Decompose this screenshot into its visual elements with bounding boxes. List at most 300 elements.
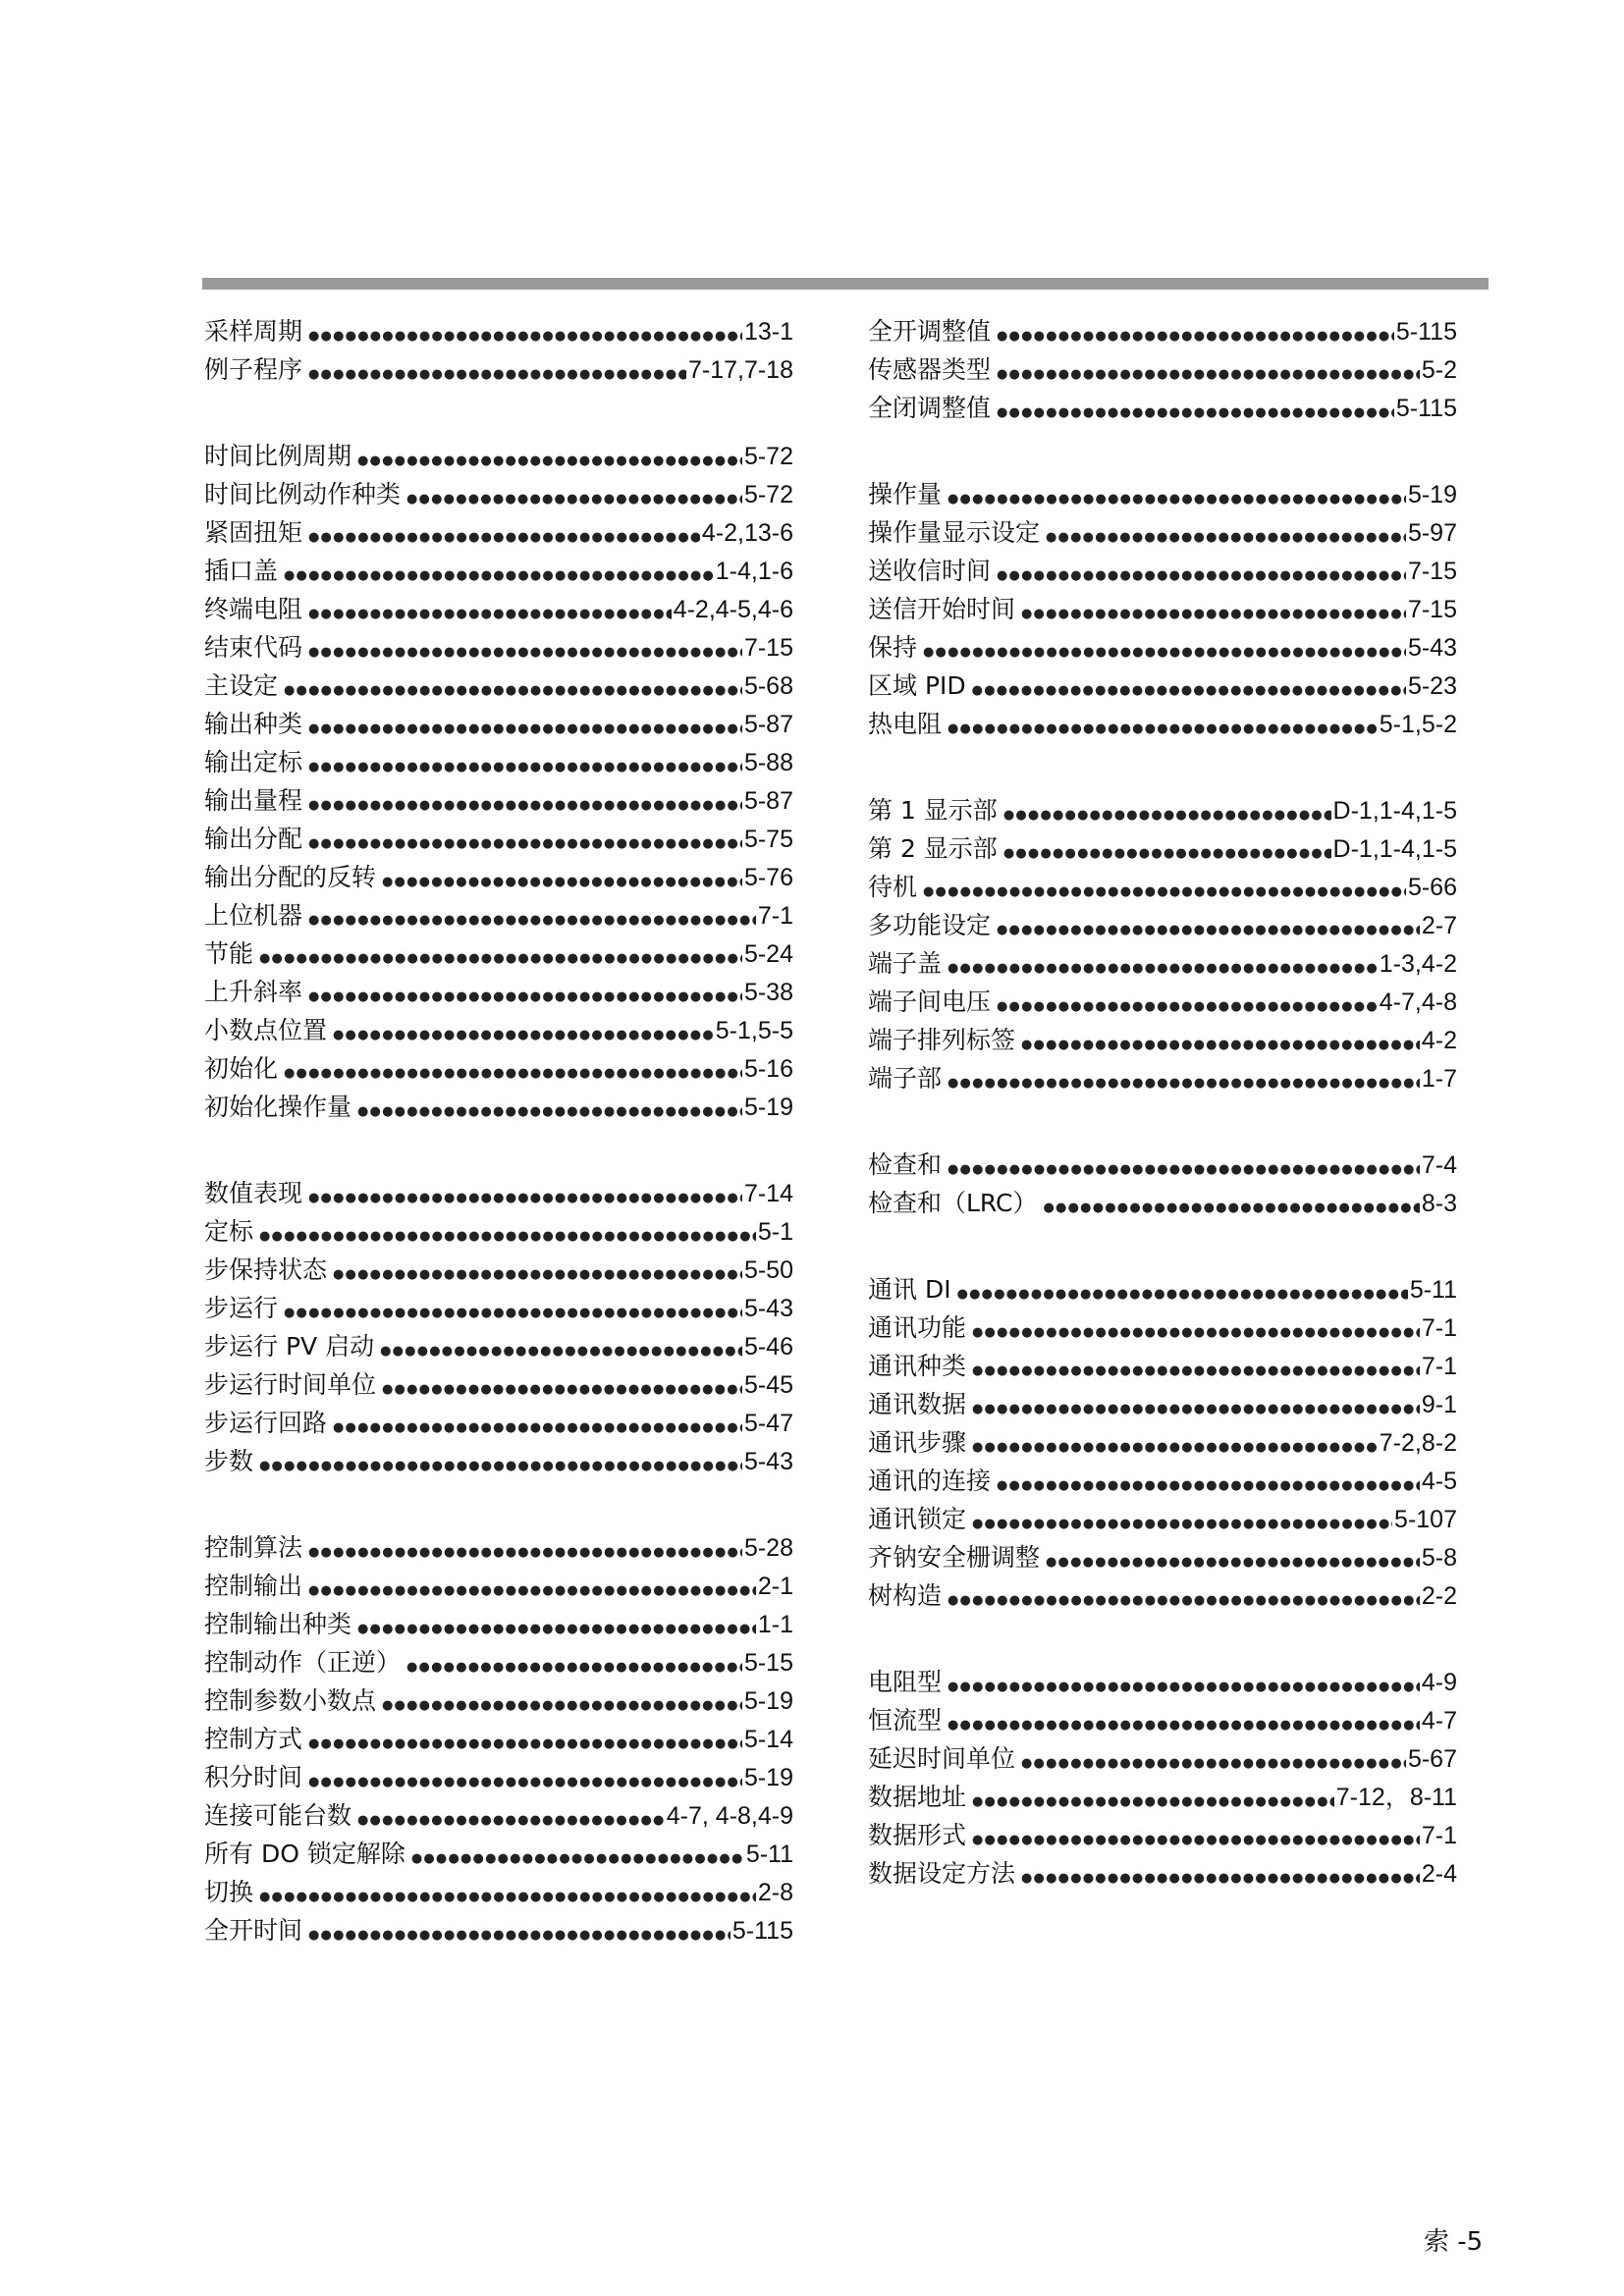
index-page-ref: 2-4 bbox=[1421, 1860, 1457, 1888]
index-entry bbox=[868, 389, 1457, 427]
index-term: 全开时间 bbox=[204, 1916, 303, 1945]
index-term: 节能 bbox=[204, 939, 254, 968]
index-entry bbox=[204, 1567, 793, 1605]
index-page-ref: 5-46 bbox=[743, 1333, 793, 1361]
index-entry bbox=[204, 1643, 793, 1682]
index-term: 操作量显示设定 bbox=[868, 518, 1041, 547]
index-term: 例子程序 bbox=[204, 355, 303, 384]
index-entry bbox=[204, 1088, 793, 1126]
index-page-ref: 7-2,8-2 bbox=[1379, 1429, 1457, 1457]
index-page-ref: 5-67 bbox=[1407, 1745, 1457, 1773]
index-entry bbox=[204, 475, 793, 513]
dot-leader bbox=[947, 1706, 1420, 1744]
index-page-ref: 5-50 bbox=[743, 1256, 793, 1284]
index-page-ref: 5-24 bbox=[743, 940, 793, 968]
index-entry bbox=[204, 312, 793, 350]
index-entry bbox=[204, 1758, 793, 1796]
index-entry bbox=[868, 1347, 1457, 1385]
dot-leader bbox=[1003, 834, 1331, 873]
index-term: 通讯 DI bbox=[868, 1275, 951, 1304]
index-page-ref: 7-14 bbox=[743, 1180, 793, 1207]
index-term: 控制动作（正逆） bbox=[204, 1648, 402, 1677]
index-page-ref: 5-76 bbox=[743, 864, 793, 891]
index-entry bbox=[204, 743, 793, 781]
index-entry bbox=[868, 983, 1457, 1021]
index-group bbox=[868, 791, 1457, 1097]
index-term: 全闭调整值 bbox=[868, 394, 992, 422]
index-term: 送收信时间 bbox=[868, 557, 992, 585]
index-page-ref: 5-87 bbox=[743, 711, 793, 738]
index-page-ref: 2-2 bbox=[1421, 1582, 1457, 1610]
index-term: 结束代码 bbox=[204, 633, 303, 662]
index-entry bbox=[204, 437, 793, 475]
index-page-ref: D-1,1-4,1-5 bbox=[1332, 797, 1457, 825]
index-page-ref: 5-47 bbox=[743, 1410, 793, 1437]
index-term: 延迟时间单位 bbox=[868, 1744, 1016, 1773]
index-term: 通讯锁定 bbox=[868, 1505, 967, 1533]
index-group bbox=[204, 1174, 793, 1480]
dot-leader bbox=[972, 1783, 1334, 1821]
index-entry bbox=[204, 1682, 793, 1720]
index-term: 热电阻 bbox=[868, 710, 943, 738]
index-term: 输出种类 bbox=[204, 710, 303, 738]
dot-leader bbox=[972, 1390, 1420, 1428]
index-page-ref: 9-1 bbox=[1421, 1391, 1457, 1418]
dot-leader bbox=[947, 1581, 1420, 1620]
dot-leader bbox=[308, 710, 742, 748]
index-entry bbox=[868, 1739, 1457, 1778]
index-page-ref: 7-4 bbox=[1421, 1151, 1457, 1179]
index-entry bbox=[204, 1911, 793, 1949]
index-entry bbox=[204, 973, 793, 1011]
index-term: 通讯的连接 bbox=[868, 1467, 992, 1495]
index-term: 多功能设定 bbox=[868, 911, 992, 939]
index-term: 步运行时间单位 bbox=[204, 1370, 377, 1399]
index-entry bbox=[868, 350, 1457, 389]
index-term: 电阻型 bbox=[868, 1668, 943, 1696]
dot-leader bbox=[308, 978, 742, 1016]
dot-leader bbox=[308, 1533, 742, 1572]
dot-leader bbox=[284, 671, 742, 710]
index-page-ref: 5-23 bbox=[1407, 672, 1457, 700]
index-term: 输出分配的反转 bbox=[204, 863, 377, 891]
dot-leader bbox=[947, 1064, 1420, 1102]
dot-leader bbox=[308, 355, 686, 394]
dot-leader bbox=[1046, 518, 1406, 557]
index-page-ref: 5-28 bbox=[743, 1534, 793, 1562]
index-page-ref: 5-2 bbox=[1421, 356, 1457, 384]
index-term: 第 2 显示部 bbox=[868, 834, 998, 863]
index-term: 数据形式 bbox=[868, 1821, 967, 1849]
dot-leader bbox=[308, 786, 742, 825]
index-term: 控制方式 bbox=[204, 1725, 303, 1753]
index-term: 保持 bbox=[868, 633, 918, 662]
index-group bbox=[868, 1146, 1457, 1222]
index-group bbox=[868, 475, 1457, 743]
index-group bbox=[204, 312, 793, 389]
index-term: 齐钠安全栅调整 bbox=[868, 1543, 1041, 1572]
index-entry bbox=[204, 934, 793, 973]
index-page-ref: 5-75 bbox=[743, 826, 793, 853]
dot-leader bbox=[284, 1054, 742, 1093]
index-page-ref: 7-15 bbox=[743, 634, 793, 662]
index-term: 小数点位置 bbox=[204, 1016, 328, 1044]
dot-leader bbox=[972, 671, 1406, 710]
index-term: 控制参数小数点 bbox=[204, 1686, 377, 1715]
index-entry bbox=[204, 1212, 793, 1251]
index-entry bbox=[204, 1796, 793, 1835]
dot-leader bbox=[1003, 796, 1331, 834]
index-entry bbox=[868, 590, 1457, 628]
index-entry bbox=[868, 513, 1457, 552]
index-group bbox=[868, 1270, 1457, 1615]
index-term: 采样周期 bbox=[204, 317, 303, 346]
index-entry bbox=[204, 1442, 793, 1480]
index-page-ref: 5-45 bbox=[743, 1371, 793, 1399]
index-term: 所有 DO 锁定解除 bbox=[204, 1840, 406, 1868]
index-page-ref: 5-11 bbox=[1409, 1276, 1457, 1304]
index-page-ref: 7-17,7-18 bbox=[687, 356, 793, 384]
dot-leader bbox=[972, 1428, 1378, 1467]
index-entry bbox=[204, 1365, 793, 1404]
index-page-ref: 2-7 bbox=[1421, 912, 1457, 939]
dot-leader bbox=[308, 1763, 742, 1801]
header-rule bbox=[202, 278, 1489, 290]
index-page-ref: 1-1 bbox=[757, 1611, 793, 1638]
dot-leader bbox=[997, 988, 1378, 1026]
index-page-ref: 7-1 bbox=[757, 902, 793, 930]
index-term: 积分时间 bbox=[204, 1763, 303, 1791]
dot-leader bbox=[308, 1725, 742, 1763]
dot-leader bbox=[308, 633, 742, 671]
index-page-ref: D-1,1-4,1-5 bbox=[1332, 835, 1457, 863]
index-entry bbox=[868, 1059, 1457, 1097]
index-term: 送信开始时间 bbox=[868, 595, 1016, 623]
index-page-ref: 5-43 bbox=[743, 1448, 793, 1475]
index-page-ref: 4-9 bbox=[1421, 1669, 1457, 1696]
index-page-ref: 5-1,5-2 bbox=[1379, 711, 1457, 738]
dot-leader bbox=[997, 911, 1420, 949]
dot-leader bbox=[1021, 1744, 1406, 1783]
index-page-ref: 5-115 bbox=[1395, 395, 1457, 422]
dot-leader bbox=[259, 1447, 742, 1485]
index-page-ref: 1-7 bbox=[1421, 1065, 1457, 1093]
dot-leader bbox=[357, 1610, 756, 1648]
index-term: 控制输出 bbox=[204, 1572, 303, 1600]
index-page-ref: 5-43 bbox=[743, 1295, 793, 1322]
index-entry bbox=[868, 906, 1457, 944]
index-entry bbox=[204, 667, 793, 705]
index-entry bbox=[868, 1146, 1457, 1184]
dot-leader bbox=[308, 595, 672, 633]
dot-leader bbox=[380, 1332, 742, 1370]
index-term: 端子部 bbox=[868, 1064, 943, 1093]
dot-leader bbox=[333, 1409, 742, 1447]
index-term: 步运行 PV 启动 bbox=[204, 1332, 375, 1361]
index-term: 检查和 bbox=[868, 1150, 943, 1179]
index-term: 终端电阻 bbox=[204, 595, 303, 623]
page-number: 索 -5 bbox=[1424, 2227, 1484, 2257]
index-term: 初始化操作量 bbox=[204, 1093, 352, 1121]
index-entry bbox=[868, 667, 1457, 705]
index-entry bbox=[204, 1174, 793, 1212]
index-entry bbox=[868, 1021, 1457, 1059]
dot-leader bbox=[1021, 1026, 1420, 1064]
index-page-ref: 5-115 bbox=[1395, 318, 1457, 346]
index-page-ref: 2-8 bbox=[757, 1879, 793, 1906]
dot-leader bbox=[406, 480, 742, 518]
dot-leader bbox=[972, 1352, 1420, 1390]
index-entry bbox=[868, 1270, 1457, 1308]
index-entry bbox=[204, 513, 793, 552]
index-page-ref: 5-43 bbox=[1407, 634, 1457, 662]
index-page-ref: 4-5 bbox=[1421, 1468, 1457, 1495]
index-term: 控制输出种类 bbox=[204, 1610, 352, 1638]
dot-leader bbox=[333, 1255, 742, 1294]
dot-leader bbox=[259, 1217, 756, 1255]
index-entry bbox=[204, 350, 793, 389]
index-page-ref: 5-19 bbox=[743, 1094, 793, 1121]
dot-leader bbox=[284, 557, 714, 595]
dot-leader bbox=[357, 442, 742, 480]
index-page-ref: 4-7 bbox=[1421, 1707, 1457, 1735]
index-entry bbox=[204, 1528, 793, 1567]
dot-leader bbox=[357, 1093, 742, 1131]
index-page-ref: 5-115 bbox=[731, 1917, 793, 1945]
index-term: 步运行回路 bbox=[204, 1409, 328, 1437]
dot-leader bbox=[923, 873, 1406, 911]
index-entry bbox=[204, 1720, 793, 1758]
dot-leader bbox=[997, 1467, 1420, 1505]
index-page-ref: 5-107 bbox=[1394, 1506, 1457, 1533]
index-page-ref: 5-19 bbox=[1407, 481, 1457, 508]
index-page-ref: 7-1 bbox=[1421, 1822, 1457, 1849]
index-term: 输出定标 bbox=[204, 748, 303, 776]
index-term: 检查和（LRC） bbox=[868, 1189, 1038, 1217]
index-entry bbox=[868, 1778, 1457, 1816]
index-page-ref: 4-7, 4-8,4-9 bbox=[666, 1802, 793, 1830]
dot-leader bbox=[411, 1840, 744, 1878]
index-entry bbox=[868, 868, 1457, 906]
index-group bbox=[204, 1528, 793, 1949]
index-entry bbox=[868, 1701, 1457, 1739]
index-entry bbox=[868, 1538, 1457, 1576]
index-page-ref: 7-15 bbox=[1407, 558, 1457, 585]
index-term: 通讯种类 bbox=[868, 1352, 967, 1380]
dot-leader bbox=[1046, 1543, 1420, 1581]
index-page-ref: 1-4,1-6 bbox=[715, 558, 793, 585]
index-page-ref: 5-19 bbox=[743, 1764, 793, 1791]
index-page-ref: 5-88 bbox=[743, 749, 793, 776]
index-term: 定标 bbox=[204, 1217, 254, 1246]
index-entry bbox=[204, 1873, 793, 1911]
index-group bbox=[868, 312, 1457, 427]
index-term: 端子间电压 bbox=[868, 988, 992, 1016]
index-entry bbox=[204, 781, 793, 820]
dot-leader bbox=[997, 394, 1394, 432]
index-entry bbox=[868, 1576, 1457, 1615]
index-entry bbox=[868, 552, 1457, 590]
dot-leader bbox=[957, 1275, 1408, 1313]
index-entry bbox=[868, 1462, 1457, 1500]
index-group bbox=[204, 437, 793, 1126]
index-page-ref: 5-14 bbox=[743, 1726, 793, 1753]
index-term: 全开调整值 bbox=[868, 317, 992, 346]
dot-leader bbox=[947, 710, 1378, 748]
index-entry bbox=[868, 1663, 1457, 1701]
index-term: 初始化 bbox=[204, 1054, 279, 1083]
index-term: 恒流型 bbox=[868, 1706, 943, 1735]
index-entry bbox=[868, 1500, 1457, 1538]
index-term: 通讯步骤 bbox=[868, 1428, 967, 1457]
index-term: 输出分配 bbox=[204, 825, 303, 853]
index-term: 连接可能台数 bbox=[204, 1801, 352, 1830]
index-term: 主设定 bbox=[204, 671, 279, 700]
index-entry bbox=[204, 1251, 793, 1289]
dot-leader bbox=[382, 1370, 742, 1409]
index-entry bbox=[868, 1184, 1457, 1222]
index-page-ref: 4-2,13-6 bbox=[701, 519, 793, 547]
index-entry bbox=[204, 705, 793, 743]
index-page-ref: 5-72 bbox=[743, 481, 793, 508]
dot-leader bbox=[382, 1686, 742, 1725]
index-right-column bbox=[868, 312, 1457, 1941]
dot-leader bbox=[308, 1572, 756, 1610]
index-term: 数据设定方法 bbox=[868, 1859, 1016, 1888]
index-entry bbox=[868, 791, 1457, 829]
index-page-ref: 5-19 bbox=[743, 1687, 793, 1715]
index-entry bbox=[868, 475, 1457, 513]
index-page-ref: 8-3 bbox=[1421, 1190, 1457, 1217]
index-page-ref: 2-1 bbox=[757, 1573, 793, 1600]
index-left-column bbox=[204, 312, 793, 1998]
index-term: 切换 bbox=[204, 1878, 254, 1906]
index-term: 步保持状态 bbox=[204, 1255, 328, 1284]
index-entry bbox=[204, 858, 793, 896]
dot-leader bbox=[1021, 595, 1406, 633]
index-term: 通讯数据 bbox=[868, 1390, 967, 1418]
dot-leader bbox=[1044, 1189, 1420, 1227]
dot-leader bbox=[947, 949, 1378, 988]
index-entry bbox=[204, 628, 793, 667]
index-entry bbox=[868, 944, 1457, 983]
index-entry bbox=[868, 1854, 1457, 1893]
index-term: 待机 bbox=[868, 873, 918, 901]
index-term: 紧固扭矩 bbox=[204, 518, 303, 547]
index-entry bbox=[868, 1816, 1457, 1854]
index-entry bbox=[204, 1835, 793, 1873]
index-entry bbox=[868, 829, 1457, 868]
dot-leader bbox=[923, 633, 1406, 671]
dot-leader bbox=[972, 1313, 1420, 1352]
index-term: 数据地址 bbox=[868, 1783, 967, 1811]
index-term: 通讯功能 bbox=[868, 1313, 967, 1342]
index-page-ref: 5-97 bbox=[1407, 519, 1457, 547]
index-term: 树构造 bbox=[868, 1581, 943, 1610]
index-page-ref: 5-66 bbox=[1407, 874, 1457, 901]
index-term: 端子盖 bbox=[868, 949, 943, 978]
index-page-ref: 7-15 bbox=[1407, 596, 1457, 623]
dot-leader bbox=[308, 518, 700, 557]
index-term: 时间比例动作种类 bbox=[204, 480, 402, 508]
index-group bbox=[868, 1663, 1457, 1893]
dot-leader bbox=[308, 1179, 742, 1217]
index-entry bbox=[868, 1385, 1457, 1423]
index-page-ref: 5-72 bbox=[743, 443, 793, 470]
index-term: 步运行 bbox=[204, 1294, 279, 1322]
dot-leader bbox=[259, 1878, 756, 1916]
index-term: 插口盖 bbox=[204, 557, 279, 585]
index-page-ref: 1-3,4-2 bbox=[1379, 950, 1457, 978]
index-entry bbox=[204, 1404, 793, 1442]
index-term: 控制算法 bbox=[204, 1533, 303, 1562]
index-entry bbox=[868, 1423, 1457, 1462]
dot-leader bbox=[308, 317, 742, 355]
index-entry bbox=[868, 1308, 1457, 1347]
index-entry bbox=[204, 552, 793, 590]
index-page-ref: 7-12，8-11 bbox=[1335, 1784, 1457, 1811]
index-term: 步数 bbox=[204, 1447, 254, 1475]
index-page-ref: 5-11 bbox=[745, 1841, 793, 1868]
index-page-ref: 7-1 bbox=[1421, 1314, 1457, 1342]
index-page-ref: 5-87 bbox=[743, 787, 793, 815]
index-page-ref: 7-1 bbox=[1421, 1353, 1457, 1380]
index-term: 输出量程 bbox=[204, 786, 303, 815]
index-term: 端子排列标签 bbox=[868, 1026, 1016, 1054]
index-page-ref: 5-15 bbox=[743, 1649, 793, 1677]
dot-leader bbox=[972, 1821, 1420, 1859]
index-entry bbox=[204, 590, 793, 628]
dot-leader bbox=[406, 1648, 742, 1686]
dot-leader bbox=[259, 939, 742, 978]
index-entry bbox=[204, 1605, 793, 1643]
dot-leader bbox=[997, 317, 1394, 355]
index-term: 上位机器 bbox=[204, 901, 303, 930]
dot-leader bbox=[382, 863, 742, 901]
index-page-ref: 4-2 bbox=[1421, 1027, 1457, 1054]
index-entry bbox=[204, 820, 793, 858]
index-entry bbox=[204, 896, 793, 934]
index-page-ref: 5-68 bbox=[743, 672, 793, 700]
index-term: 时间比例周期 bbox=[204, 442, 352, 470]
dot-leader bbox=[997, 557, 1406, 595]
dot-leader bbox=[1021, 1859, 1420, 1897]
index-page-ref: 5-8 bbox=[1421, 1544, 1457, 1572]
index-term: 区域 PID bbox=[868, 671, 966, 700]
dot-leader bbox=[997, 355, 1420, 394]
index-entry bbox=[204, 1327, 793, 1365]
index-term: 第 1 显示部 bbox=[868, 796, 998, 825]
index-term: 上升斜率 bbox=[204, 978, 303, 1006]
index-page-ref: 4-7,4-8 bbox=[1379, 988, 1457, 1016]
index-entry bbox=[868, 705, 1457, 743]
index-page-ref: 4-2,4-5,4-6 bbox=[673, 596, 793, 623]
dot-leader bbox=[947, 1668, 1420, 1706]
dot-leader bbox=[308, 901, 756, 939]
index-term: 数值表现 bbox=[204, 1179, 303, 1207]
index-page-ref: 5-1,5-5 bbox=[715, 1017, 793, 1044]
index-entry bbox=[204, 1049, 793, 1088]
index-entry bbox=[204, 1011, 793, 1049]
index-page-ref: 5-38 bbox=[743, 979, 793, 1006]
index-term: 传感器类型 bbox=[868, 355, 992, 384]
index-page-ref: 13-1 bbox=[743, 318, 793, 346]
index-page-ref: 5-1 bbox=[757, 1218, 793, 1246]
index-term: 操作量 bbox=[868, 480, 943, 508]
index-entry bbox=[204, 1289, 793, 1327]
dot-leader bbox=[333, 1016, 714, 1054]
index-entry bbox=[868, 312, 1457, 350]
